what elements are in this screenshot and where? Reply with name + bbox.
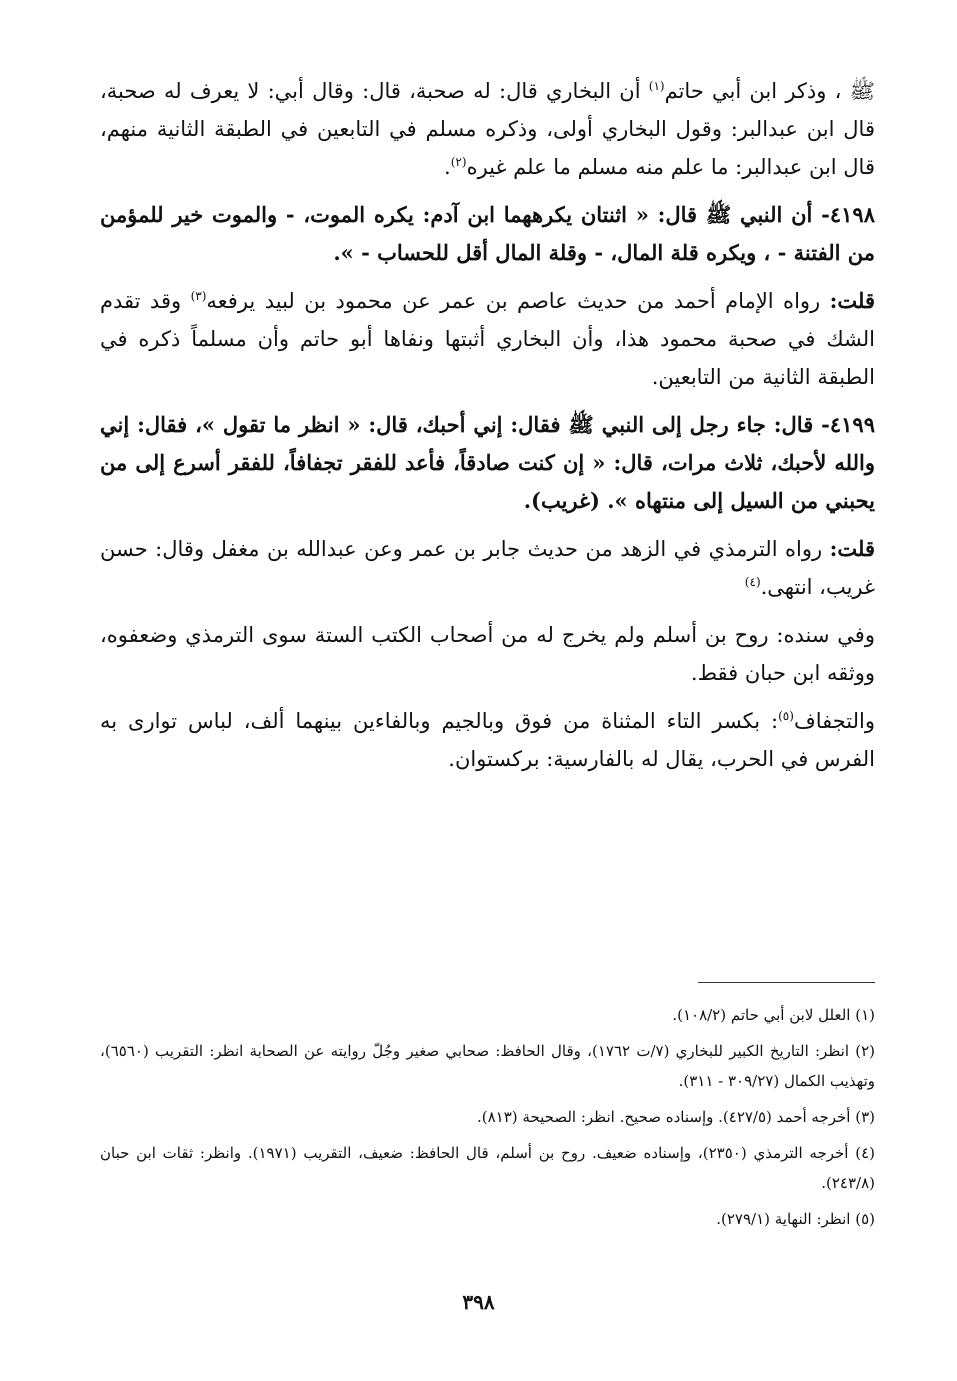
hadith-4199 <box>100 406 875 520</box>
footnote-ref-1[interactable]: (١) <box>648 79 665 93</box>
footnote-2: (٢) انظر: التاريخ الكبير للبخاري (٧/ت ١٧٦٢)، وقال الحافظ: صحابي صغير وجُلّ روايته عن الصحابة انظر: التقريب (٦٥٦٠)، وتهذيب الكمال (٣٠٩/٢٧ - ٣١١). <box>100 1042 876 1090</box>
footnotes <box>100 1000 875 1240</box>
sanad-paragraph <box>100 616 875 692</box>
footnote-ref-2[interactable]: (٢) <box>450 155 467 169</box>
footnote-separator <box>698 982 875 983</box>
footnote-ref-3[interactable]: (٣) <box>190 289 207 303</box>
intro-text-b: أن البخاري قال: له صحبة، قال: وقال أبي: لا يعرف له صحبة، قال ابن عبدالبر: وقول البخاري أولى، وذكره مسلم في التابعين في الطبقة الثانية منهم، قال ابن عبدالبر: ما علم منه مسلم ما علم غيره <box>100 79 875 179</box>
footnote-1: (١) العلل لابن أبي حاتم (١٠٨/٢). <box>672 1006 875 1024</box>
sanad-text: وفي سنده: روح بن أسلم ولم يخرج له من أصحاب الكتب الستة سوى الترمذي وضعفوه، ووثقه ابن حبان فقط. <box>100 623 875 685</box>
hadith-text: قال: جاء رجل إلى النبي ﷺ فقال: إني أحبك، قال: « انظر ما تقول »، فقال: إني والله لأحبك، ثلاث مرات، قال: « إن كنت صادقاً، فأعد للفقر تجفافاً، للفقر أسرع إلى من يحبني من السيل إلى منتهاه ». (غريب). <box>100 412 875 513</box>
footnote-ref-4[interactable]: (٤) <box>744 575 761 589</box>
tajfaf-term: والتجفاف <box>793 709 875 733</box>
page-number: ٣٩٨ <box>462 1290 495 1314</box>
footnote-3: (٣) أخرجه أحمد (٤٢٧/٥). وإسناده صحيح. انظر: الصحيحة (٨١٣). <box>476 1108 875 1126</box>
footnote-4: (٤) أخرجه الترمذي (٢٣٥٠)، وإسناده ضعيف. روح بن أسلم، قال الحافظ: ضعيف، التقريب (١٩٧١). وانظر: ثقات ابن حبان (٢٤٣/٨). <box>100 1144 875 1192</box>
commentary-keyword: قلت: <box>829 536 875 561</box>
tajfaf-definition: : بكسر التاء المثناة من فوق وبالجيم وبالفاءين بينهما ألف، لباس توارى به الفرس في الحرب، يقال له بالفارسية: بركستوان. <box>100 709 875 771</box>
commentary-text-b: وقد تقدم الشك في صحبة محمود هذا، وأن البخاري أثبتها ونفاها أبو حاتم وأن مسلماً ذكره في الطبقة الثانية من التابعين. <box>100 289 875 389</box>
main-text <box>100 72 875 778</box>
hadith-text: أن النبي ﷺ قال: « اثنتان يكرههما ابن آدم: يكره الموت، - والموت خير للمؤمن من الفتنة - ، ويكره قلة المال، - وقلة المال أقل للحساب - ». <box>100 202 875 265</box>
commentary-4199 <box>100 530 875 606</box>
commentary-text: رواه الترمذي في الزهد من حديث جابر بن عمر وعن عبدالله بن مغفل وقال: حسن غريب، انتهى. <box>100 537 875 599</box>
intro-text-end: . <box>444 155 451 179</box>
commentary-4198 <box>100 282 875 396</box>
commentary-text-a: رواه الإمام أحمد من حديث عاصم بن عمر عن محمود بن لبيد يرفعه <box>206 289 830 313</box>
hadith-number: ٤١٩٩- <box>821 412 875 437</box>
footnote-5: (٥) انظر: النهاية (٢٧٩/١). <box>716 1210 875 1228</box>
commentary-keyword: قلت: <box>829 288 875 313</box>
paragraph-intro <box>100 72 875 186</box>
intro-text-a: ﷺ ، وذكر ابن أبي حاتم <box>664 79 875 103</box>
footnote-ref-5[interactable]: (٥) <box>778 709 794 723</box>
hadith-4198 <box>100 196 875 272</box>
hadith-number: ٤١٩٨- <box>821 202 875 227</box>
tajfaf-paragraph <box>100 702 875 778</box>
